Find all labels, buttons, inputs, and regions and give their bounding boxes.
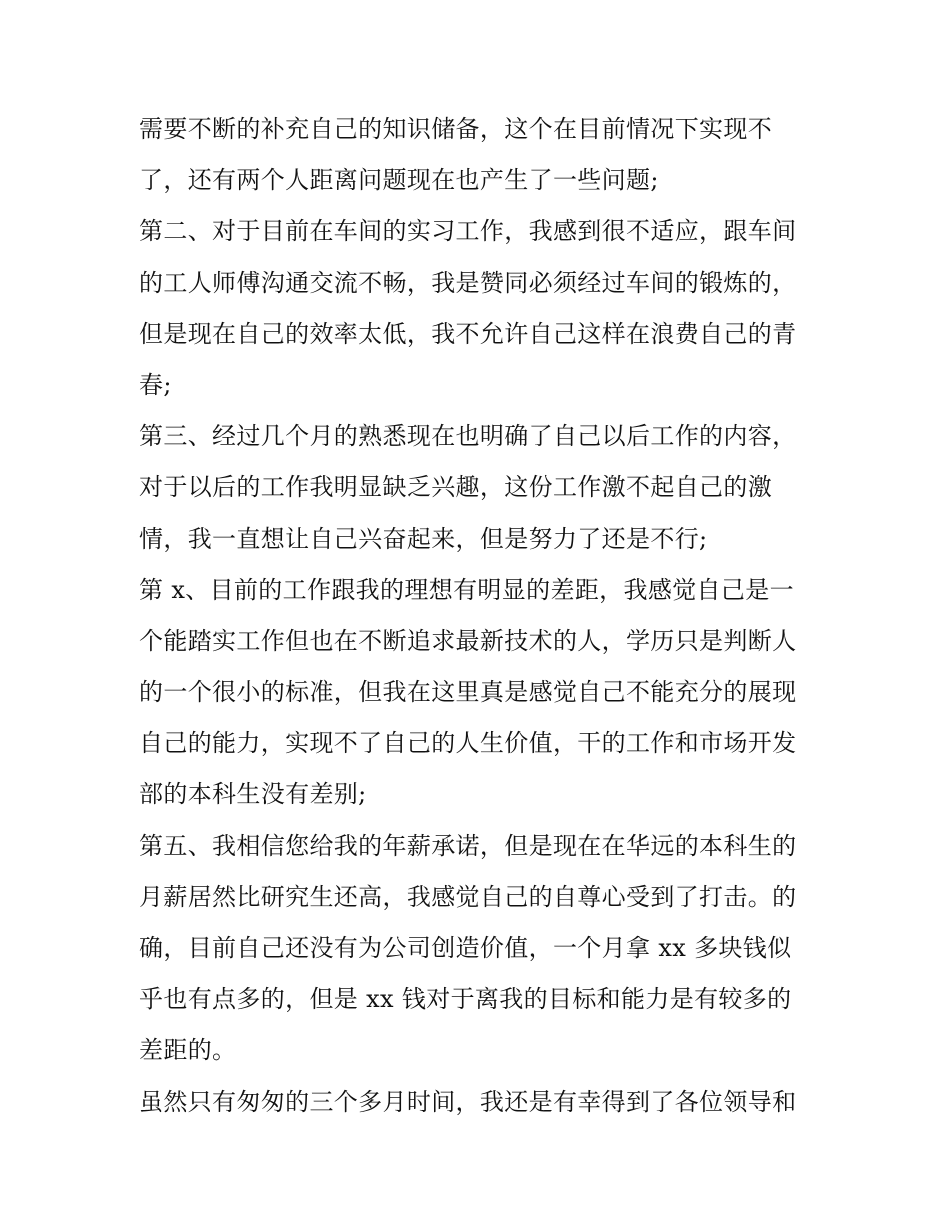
text-line: 第五、我相信您给我的年薪承诺，但是现在在华远的本科生的	[139, 831, 797, 860]
paragraph-closing	[139, 1077, 819, 1128]
paragraph-second-point	[139, 206, 819, 411]
text-line: 虽然只有匆匆的三个多月时间，我还是有幸得到了各位领导和	[139, 1087, 797, 1116]
text-line: 需要不断的补充自己的知识储备，这个在目前情况下实现不	[139, 115, 773, 143]
paragraph-third-point	[139, 411, 819, 565]
text-line: 自己的能力，实现不了自己的人生价值，干的工作和市场开发	[139, 729, 797, 758]
text-line: 月薪居然比研究生还高，我感觉自己的自尊心受到了打击。的	[139, 882, 797, 911]
text-line: 的一个很小的标准，但我在这里真是感觉自己不能充分的展现	[139, 678, 797, 707]
text-line: 个能踏实工作但也在不断追求最新技术的人，学历只是判断人	[139, 626, 797, 655]
text-line: 第三、经过几个月的熟悉现在也明确了自己以后工作的内容，	[139, 422, 797, 451]
paragraph-fifth-point	[139, 821, 819, 1077]
document-body	[139, 104, 819, 1128]
text-line: 第 x、目前的工作跟我的理想有明显的差距，我感觉自己是一	[139, 575, 794, 604]
paragraph-knowledge	[139, 104, 819, 206]
text-line: 第二、对于目前在车间的实习工作，我感到很不适应，跟车间	[139, 217, 797, 246]
text-line: 的工人师傅沟通交流不畅，我是赞同必须经过车间的锻炼的，	[139, 268, 797, 297]
paragraph-x-point	[139, 565, 819, 821]
text-line: 春;	[139, 370, 172, 399]
text-line: 乎也有点多的，但是 xx 钱对于离我的目标和能力是有较多的	[139, 985, 792, 1014]
text-line: 情，我一直想让自己兴奋起来，但是努力了还是不行;	[139, 524, 708, 553]
text-line: 差距的。	[139, 1036, 237, 1065]
text-line: 了，还有两个人距离问题现在也产生了一些问题;	[139, 166, 659, 195]
text-line: 确，目前自己还没有为公司创造价值，一个月拿 xx 多块钱似	[139, 934, 792, 962]
text-line: 对于以后的工作我明显缺乏兴趣，这份工作激不起自己的激	[139, 473, 773, 502]
text-line: 但是现在自己的效率太低，我不允许自己这样在浪费自己的青	[139, 319, 797, 348]
text-line: 部的本科生没有差别;	[139, 780, 367, 809]
